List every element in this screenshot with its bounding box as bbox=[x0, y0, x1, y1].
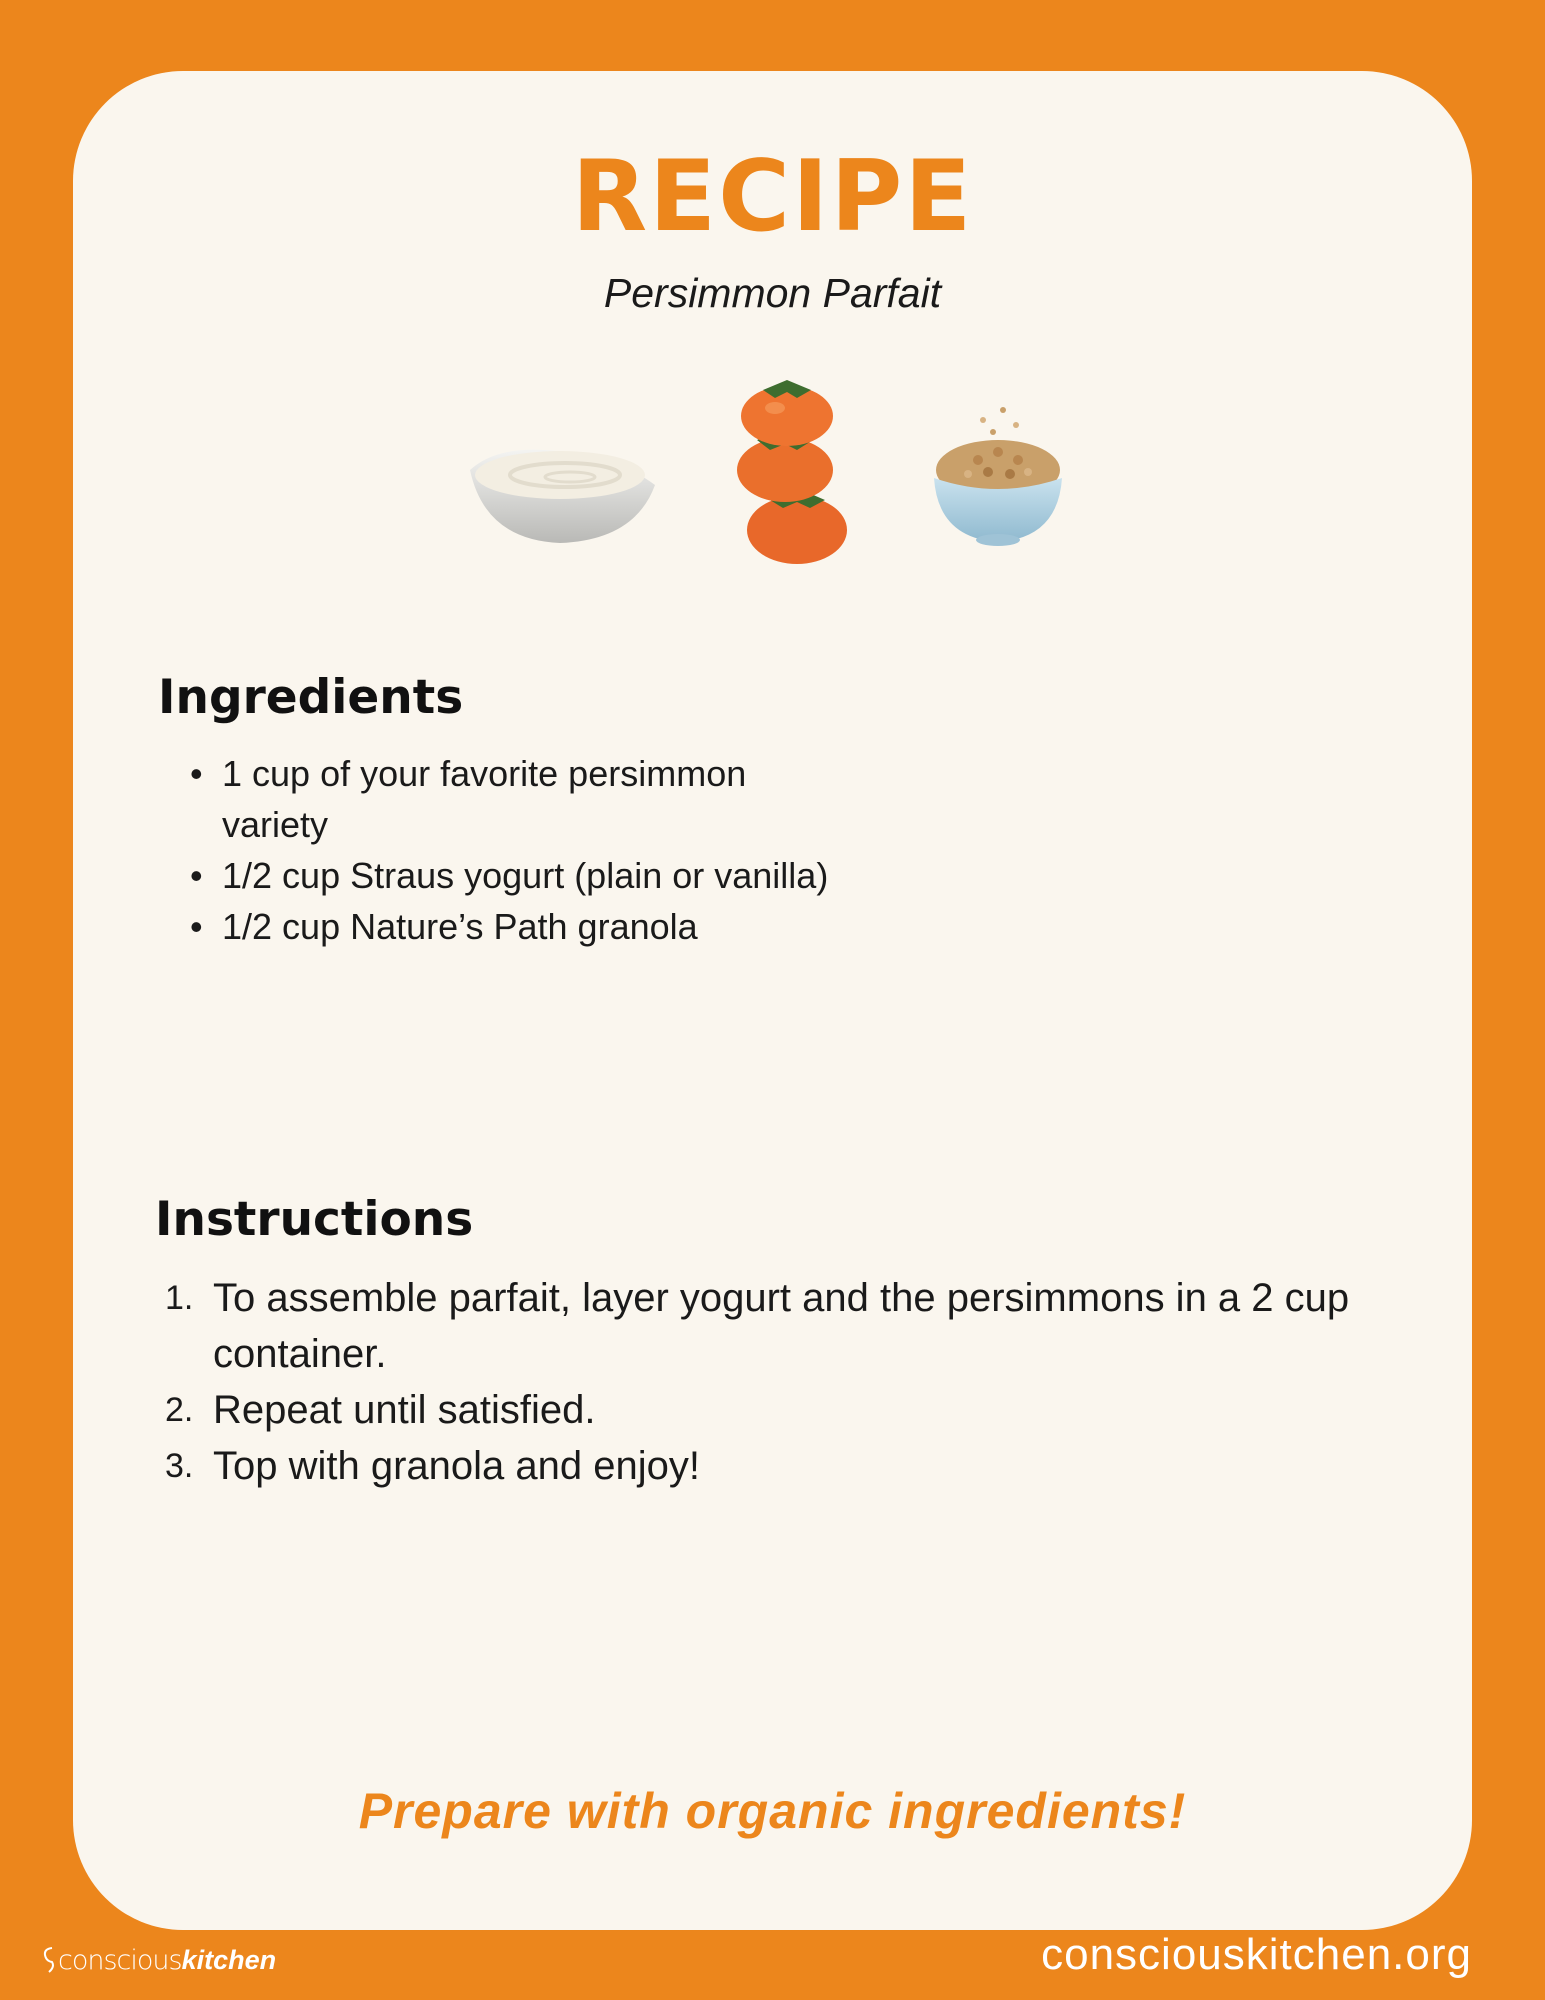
granola-bowl-icon bbox=[928, 390, 1068, 560]
step-number: 2. bbox=[165, 1391, 194, 1429]
step-text: Top with granola and enjoy! bbox=[213, 1444, 700, 1488]
instructions-list bbox=[165, 1270, 1365, 1494]
recipe-name: Persimmon Parfait bbox=[603, 270, 942, 316]
list-item bbox=[190, 901, 830, 952]
ingredient-text: 1/2 cup Nature’s Path granola bbox=[222, 906, 698, 947]
ingredient-text: 1 cup of your favorite persimmon variety bbox=[222, 753, 747, 845]
page-title: RECIPE bbox=[571, 140, 974, 254]
bullet-icon: • bbox=[190, 906, 203, 947]
brand-logo bbox=[42, 1940, 276, 1980]
ingredients-heading: Ingredients bbox=[158, 670, 464, 725]
yogurt-bowl-icon bbox=[465, 425, 665, 555]
persimmon-stack-icon bbox=[735, 378, 855, 568]
list-item bbox=[190, 748, 830, 850]
logo-text-kitchen: kitchen bbox=[181, 1944, 277, 1975]
list-item bbox=[190, 850, 830, 901]
step-text: To assemble parfait, layer yogurt and the persimmons in a 2 cup container. bbox=[213, 1276, 1350, 1376]
logo-mark-icon bbox=[42, 1945, 56, 1975]
step-number: 3. bbox=[165, 1447, 194, 1485]
ingredient-text: 1/2 cup Straus yogurt (plain or vanilla) bbox=[222, 855, 829, 896]
bullet-icon: • bbox=[190, 753, 203, 794]
step-text: Repeat until satisfied. bbox=[213, 1388, 596, 1432]
logo-text-conscious: conscious bbox=[58, 1944, 182, 1976]
list-item bbox=[165, 1382, 1365, 1438]
list-item bbox=[165, 1270, 1365, 1382]
ingredients-list bbox=[190, 748, 830, 952]
recipe-card bbox=[73, 71, 1472, 1930]
bullet-icon: • bbox=[190, 855, 203, 896]
step-number: 1. bbox=[165, 1279, 194, 1317]
website-link[interactable]: consciouskitchen.org bbox=[1041, 1930, 1472, 1979]
list-item bbox=[165, 1438, 1365, 1494]
instructions-heading: Instructions bbox=[155, 1192, 474, 1247]
tagline: Prepare with organic ingredients! bbox=[358, 1783, 1187, 1839]
